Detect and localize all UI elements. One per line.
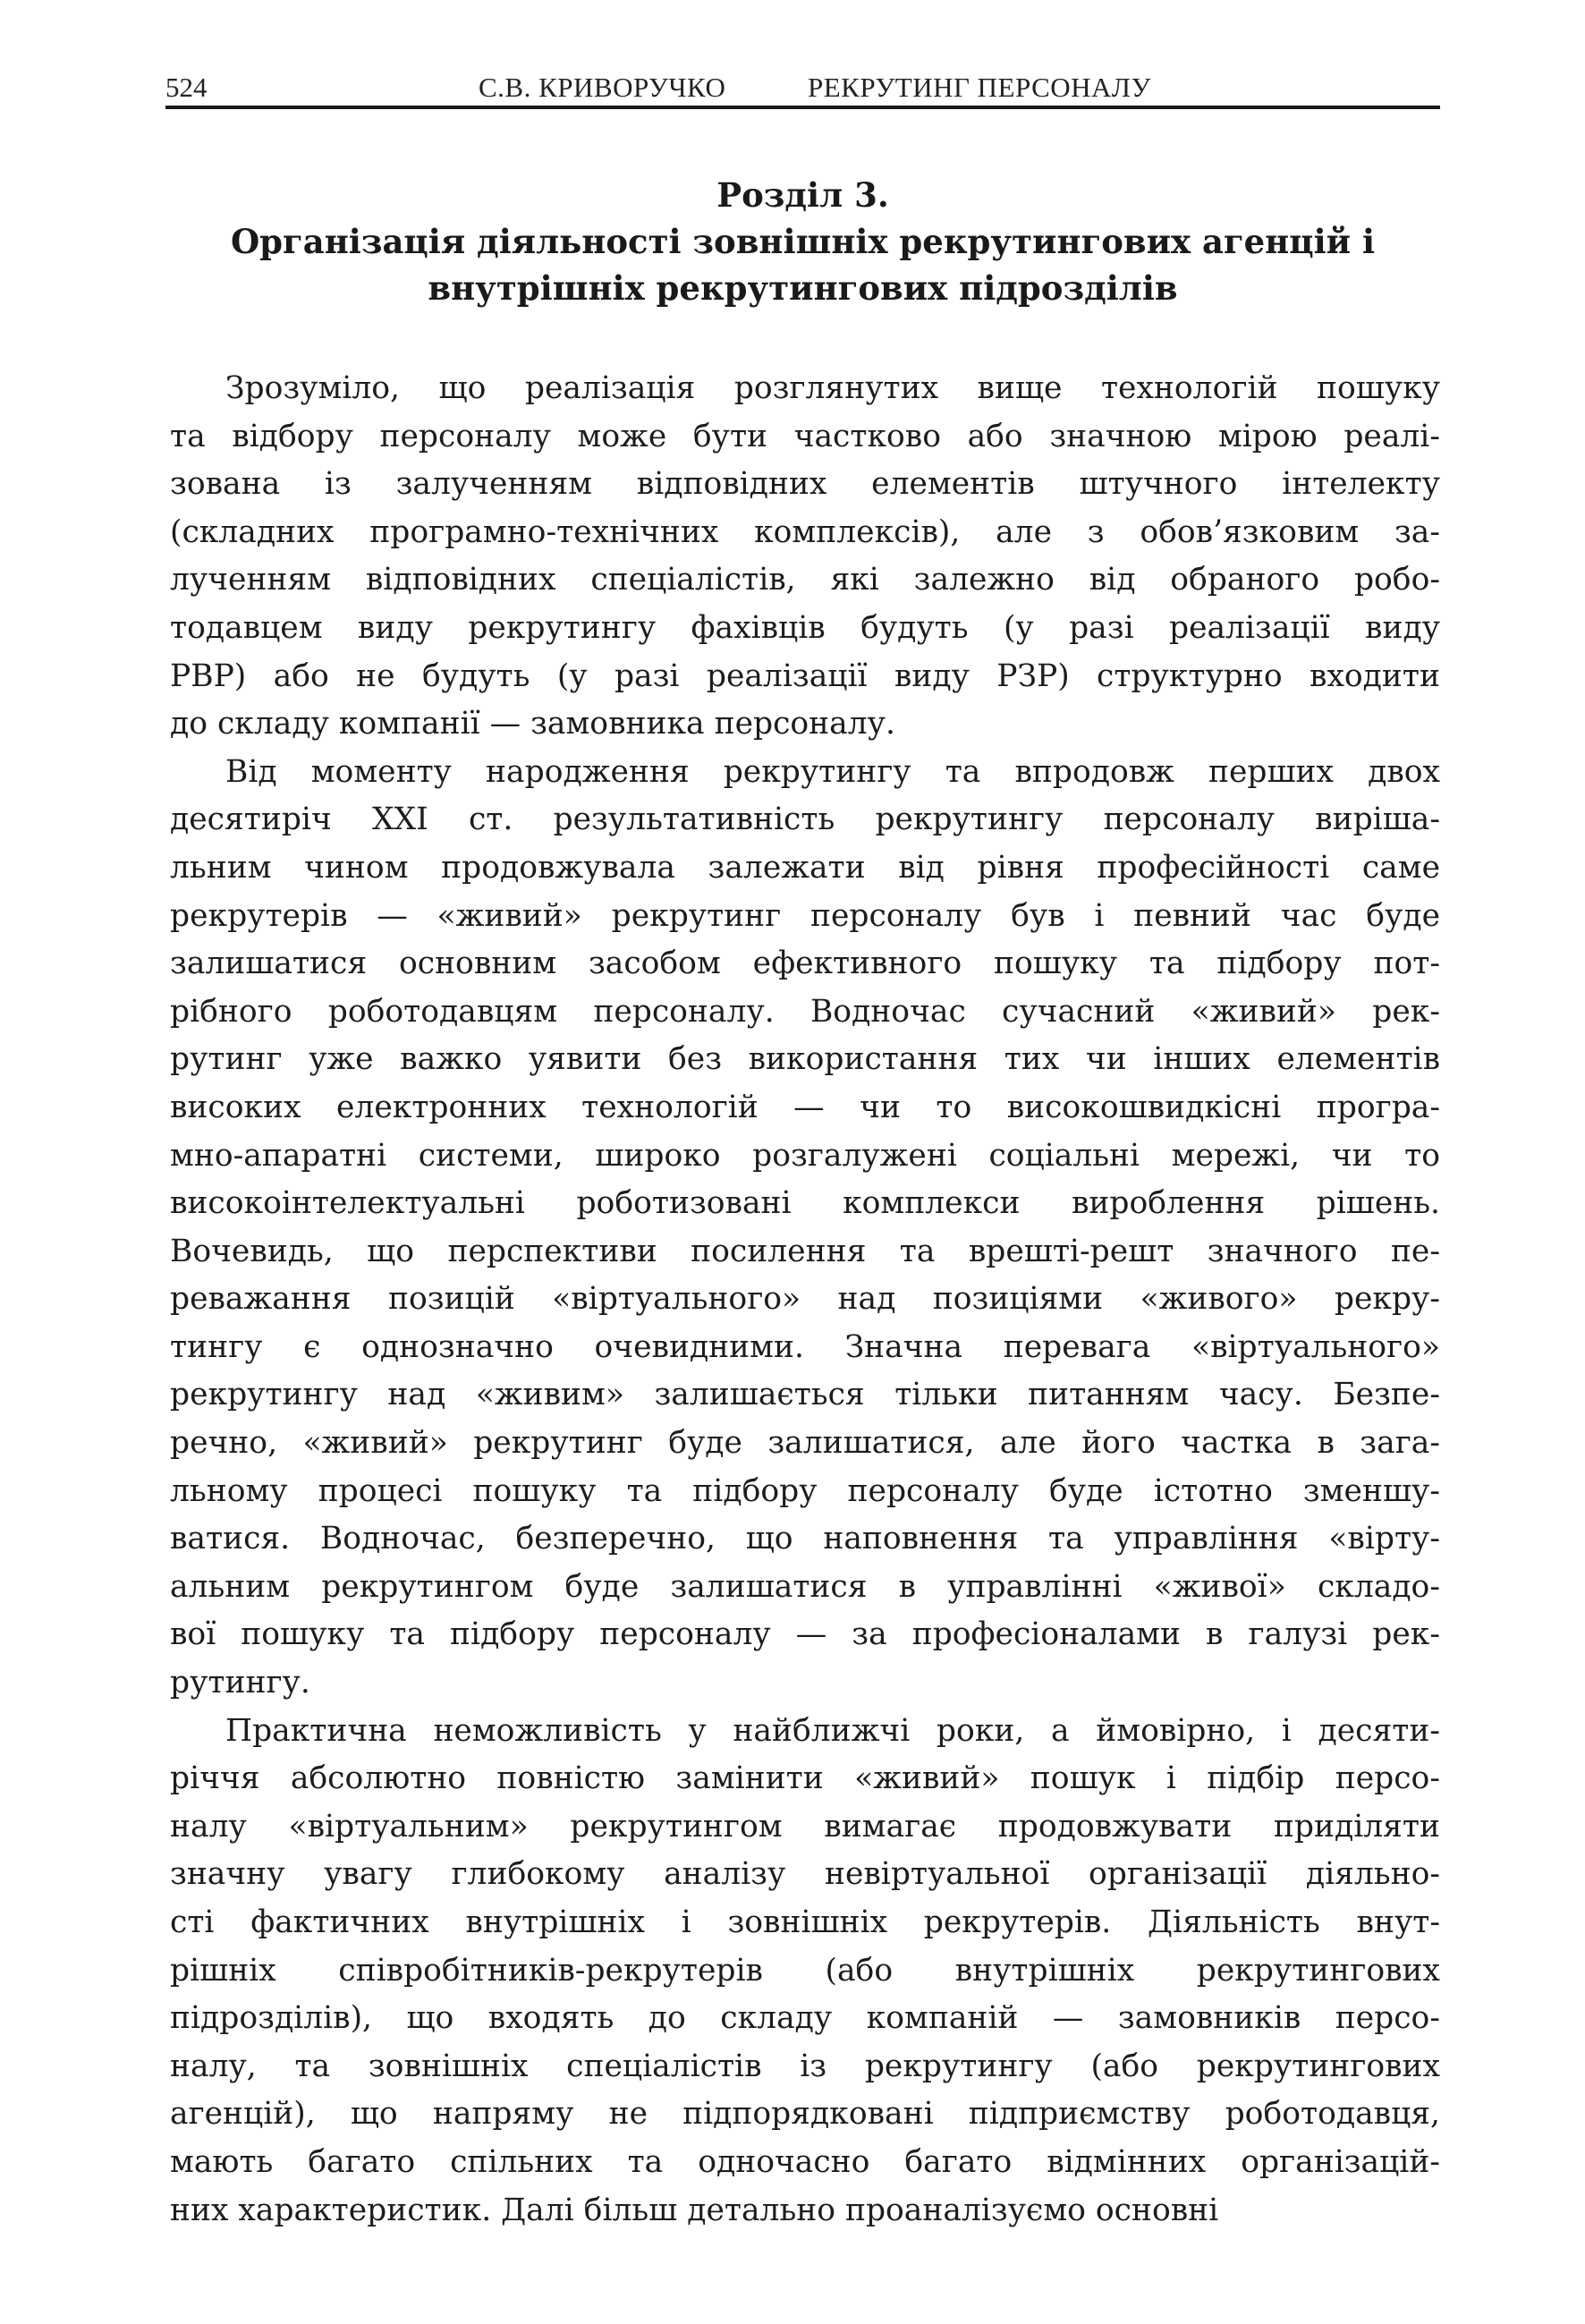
text-line: (складних програмно-технічних комплексів), але з обов’язковим за- <box>170 513 1440 550</box>
text-line: рекрутингу над «живим» залишається тільки питанням часу. Безпе- <box>170 1377 1440 1413</box>
text-line: підрозділів), що входять до складу компаній — замовників персо- <box>170 2000 1440 2037</box>
running-book-title: РЕКРУТИНГ ПЕРСОНАЛУ <box>808 72 1151 103</box>
text-line: десятиріч XXI ст. результативність рекрутингу персоналу виріша- <box>170 802 1440 838</box>
body-text <box>170 365 1440 2235</box>
text-line: них характеристик. Далі більш детально проаналізуємо основні <box>170 2192 1219 2228</box>
text-line: агенцій), що напряму не підпорядковані підприємству роботодавця, <box>170 2096 1440 2133</box>
text-line: Від моменту народження рекрутингу та впродовж перших двох <box>225 753 1440 790</box>
text-line: льним чином продовжувала залежати від рівня професійності саме <box>170 849 1440 886</box>
text-line: налу «віртуальним» рекрутингом вимагає продовжувати приділяти <box>170 1808 1440 1845</box>
running-author: С.В. КРИВОРУЧКО <box>479 72 726 103</box>
text-line: річчя абсолютно повністю замінити «живий» пошук і підбір персо- <box>170 1760 1440 1797</box>
text-line: тодавцем виду рекрутингу фахівців будуть (у разі реалізації виду <box>170 609 1440 646</box>
text-line: значну увагу глибокому аналізу невіртуальної організації діяльно- <box>170 1856 1440 1893</box>
text-line: високих електронних технологій — чи то високошвидкісні програ- <box>170 1089 1440 1125</box>
text-line: рутинг уже важко уявити без використання тих чи інших елементів <box>170 1041 1440 1078</box>
text-line: рібного роботодавцям персоналу. Водночас сучасний «живий» рек- <box>170 993 1440 1030</box>
text-line: Зрозуміло, що реалізація розглянутих вище технологій пошуку <box>225 370 1440 406</box>
text-line: мають багато спільних та одночасно багато відмінних організацій- <box>170 2143 1440 2180</box>
section-title-line-2: внутрішніх рекрутингових підрозділів <box>428 268 1178 308</box>
paragraph <box>170 365 1440 749</box>
running-header <box>165 64 1440 104</box>
section-title-line-1: Організація діяльності зовнішніх рекрутингових агенцій і <box>230 222 1376 261</box>
text-line: мно-апаратні системи, широко розгалужені соціальні мережі, чи то <box>170 1137 1440 1174</box>
text-line: залишатися основним засобом ефективного пошуку та підбору пот- <box>170 946 1440 982</box>
paragraph <box>170 1708 1440 2235</box>
text-line: лученням відповідних спеціалістів, які залежно від обраного робо- <box>170 562 1440 598</box>
page-number: 524 <box>165 72 208 103</box>
text-line: льному процесі пошуку та підбору персоналу буде істотно зменшу- <box>170 1472 1440 1509</box>
text-line: РВР) або не будуть (у разі реалізації виду РЗР) структурно входити <box>170 657 1440 694</box>
text-line: до складу компанії — замовника персоналу. <box>170 706 895 742</box>
text-line: Вочевидь, що перспективи посилення та врешті-решт значного пе- <box>170 1233 1440 1269</box>
text-line: високоінтелектуальні роботизовані комплекси вироблення рішень. <box>170 1185 1440 1222</box>
text-line: рутингу. <box>170 1665 310 1701</box>
text-line: речно, «живий» рекрутинг буде залишатися, але його частка в зага- <box>170 1425 1440 1462</box>
text-line: тингу є однозначно очевидними. Значна перевага «віртуального» <box>170 1328 1440 1365</box>
text-line: налу, та зовнішніх спеціалістів із рекрутингу (або рекрутингових <box>170 2048 1440 2084</box>
text-line: Практична неможливість у найближчі роки, а ймовірно, і десяти- <box>225 1712 1440 1749</box>
text-line: реважання позицій «віртуального» над позиціями «живого» рекру- <box>170 1281 1440 1318</box>
text-line: сті фактичних внутрішніх і зовнішніх рекрутерів. Діяльність внут- <box>170 1904 1440 1940</box>
text-line: рекрутерів — «живий» рекрутинг персоналу був і певний час буде <box>170 897 1440 934</box>
text-line: та відбору персоналу може бути частково або значною мірою реалі- <box>170 418 1440 454</box>
text-line: рішніх співробітників-рекрутерів (або внутрішніх рекрутингових <box>170 1952 1440 1989</box>
section-heading <box>165 172 1440 311</box>
text-line: альним рекрутингом буде залишатися в управлінні «живої» складо- <box>170 1568 1440 1605</box>
text-line: вої пошуку та підбору персоналу — за професіоналами в галузі рек- <box>170 1616 1440 1653</box>
section-number: Розділ 3. <box>716 175 889 215</box>
text-line: зована із залученням відповідних елементів штучного інтелекту <box>170 466 1440 503</box>
header-rule <box>165 106 1440 109</box>
paragraph <box>170 749 1440 1708</box>
text-line: ватися. Водночас, безперечно, що наповнення та управління «вірту- <box>170 1521 1440 1557</box>
